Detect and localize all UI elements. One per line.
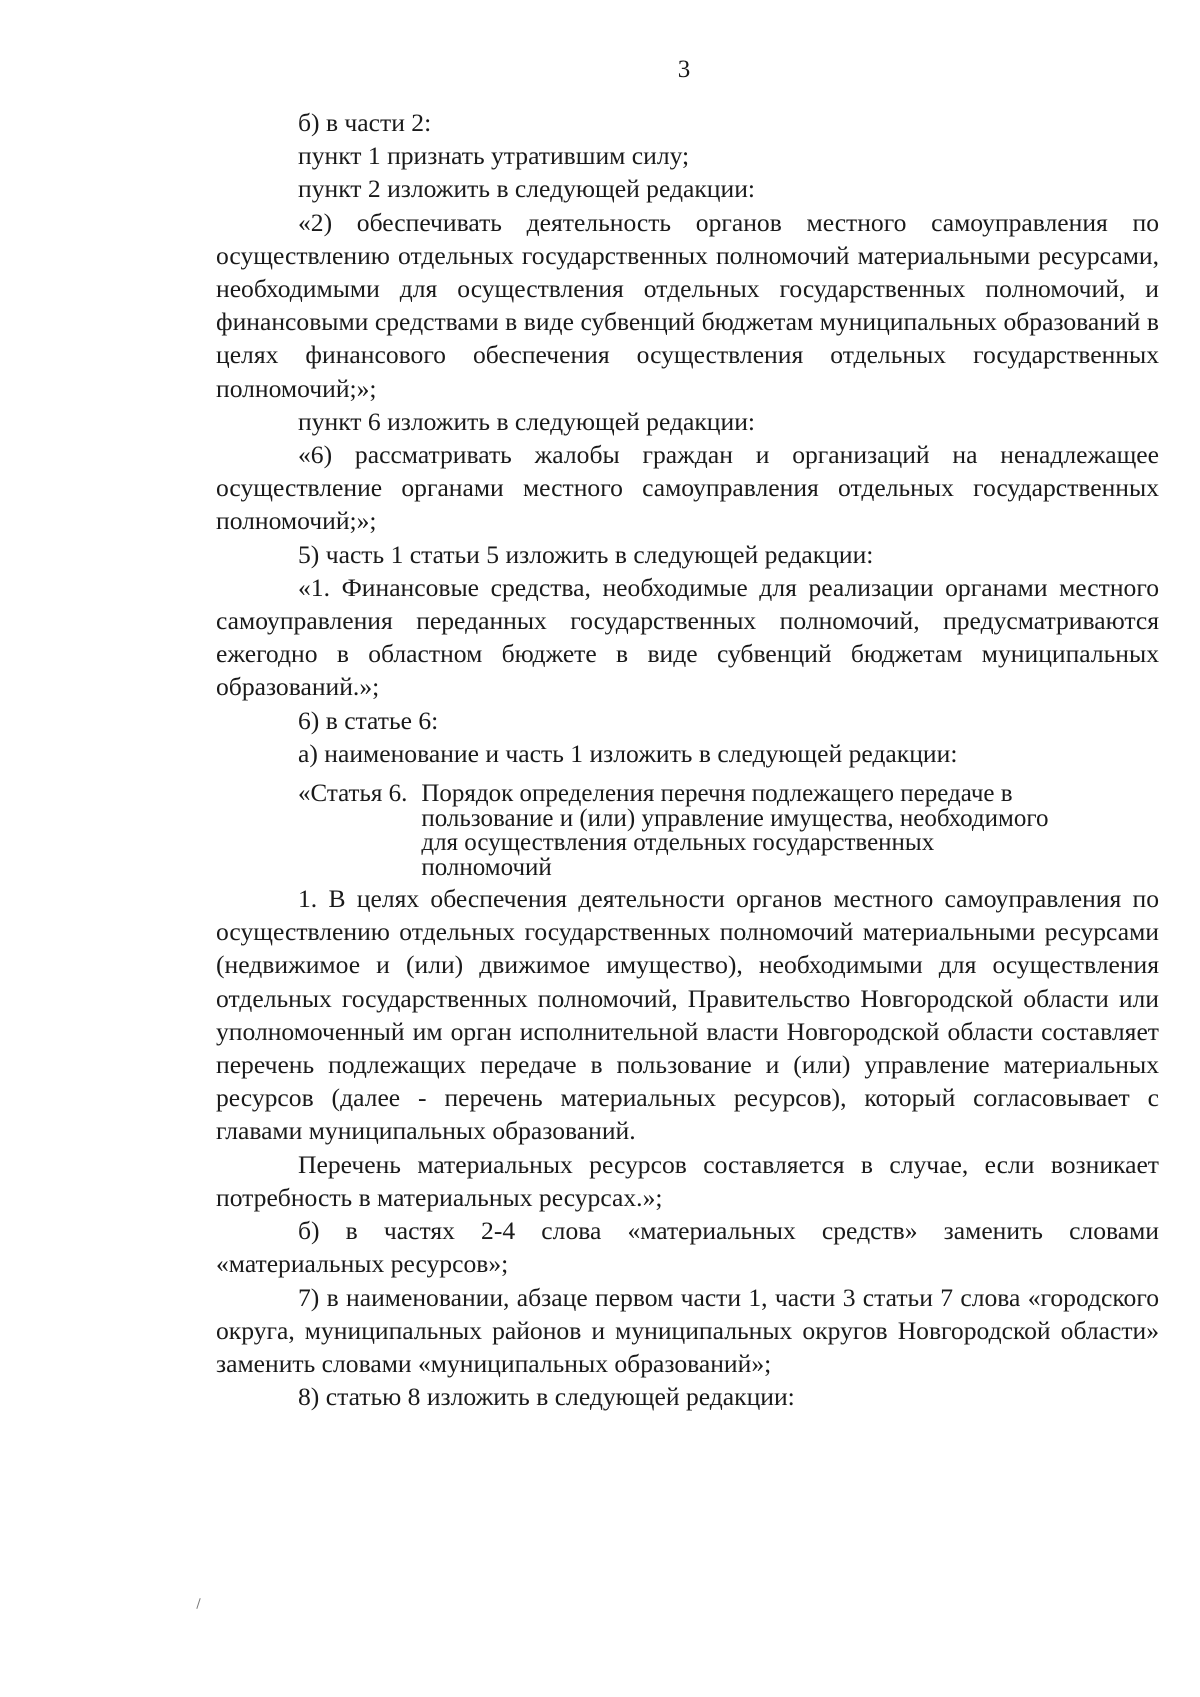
paragraph-article-6-part-1: 1. В целях обеспечения деятельности органов местного самоуправления по осуществлению отдельных государственных полномочий материальными ресурсами (недвижимое и (или) движимое имущество), необходимыми для осуществления отдельных государственных полномочий, Правительство Новгородской области или уполномоченный им орган исполнительной власти Новгородской области составляет перечень подлежащих передаче в пользование и (или) управление материальных ресурсов (далее - перечень материальных ресурсов), который согласовывает с главами муниципальных образований.	[216, 884, 1159, 1146]
paragraph-article-5-text: «1. Финансовые средства, необходимые для реализации органами местного самоуправления переданных государственных полномочий, предусматриваются ежегодно в областном бюджете в виде субвенций бюджетам муниципальных образований.»;	[216, 572, 1159, 702]
paragraph-resources-list: Перечень материальных ресурсов составляется в случае, если возникает потребность в материальных ресурсах.»;	[216, 1149, 1159, 1212]
paragraph-item-2-intro: пункт 2 изложить в следующей редакции:	[298, 174, 756, 204]
paragraph-article-8-intro: 8) статью 8 изложить в следующей редакции:	[298, 1382, 795, 1412]
article-heading	[216, 782, 1159, 880]
paragraph-article-6-a: а) наименование и часть 1 изложить в следующей редакции:	[298, 738, 958, 768]
paragraph-item-2-text: «2) обеспечивать деятельность органов местного самоуправления по осуществлению отдельных государственных полномочий материальными ресурсами, необходимыми для осуществления отдельных государственных полномочий, и финансовыми средствами в виде субвенций бюджетам муниципальных образований в целях финансового обеспечения осуществления отдельных государственных полномочий;»;	[216, 207, 1159, 403]
paragraph-article-6-intro: 6) в статье 6:	[298, 705, 439, 735]
paragraph-item-1-repeal: пункт 1 признать утратившим силу;	[298, 141, 690, 171]
article-heading-prefix: «Статья 6.	[298, 780, 408, 808]
document-body	[216, 106, 1159, 1413]
page-number: 3	[677, 56, 691, 83]
article-heading-title: Порядок определения перечня подлежащего передаче в пользование и (или) управление имущества, необходимого для осуществления отдельных государственных полномочий	[421, 780, 1049, 881]
paragraph-parts-2-4: б) в частях 2-4 слова «материальных средств» заменить словами «материальных ресурсов»;	[216, 1216, 1159, 1279]
paragraph-item-6-intro: пункт 6 изложить в следующей редакции:	[298, 406, 756, 436]
scan-mark	[196, 1598, 200, 1609]
paragraph-part-2-intro: б) в части 2:	[298, 108, 432, 137]
paragraph-article-5-intro: 5) часть 1 статьи 5 изложить в следующей редакции:	[298, 539, 874, 569]
paragraph-article-7: 7) в наименовании, абзаце первом части 1, части 3 статьи 7 слова «городского округа, муниципальных районов и муниципальных округов Новгородской области» заменить словами «муниципальных образований»;	[216, 1282, 1159, 1378]
paragraph-item-6-text: «6) рассматривать жалобы граждан и организаций на ненадлежащее осуществление органами местного самоуправления отдельных государственных полномочий;»;	[216, 440, 1159, 536]
